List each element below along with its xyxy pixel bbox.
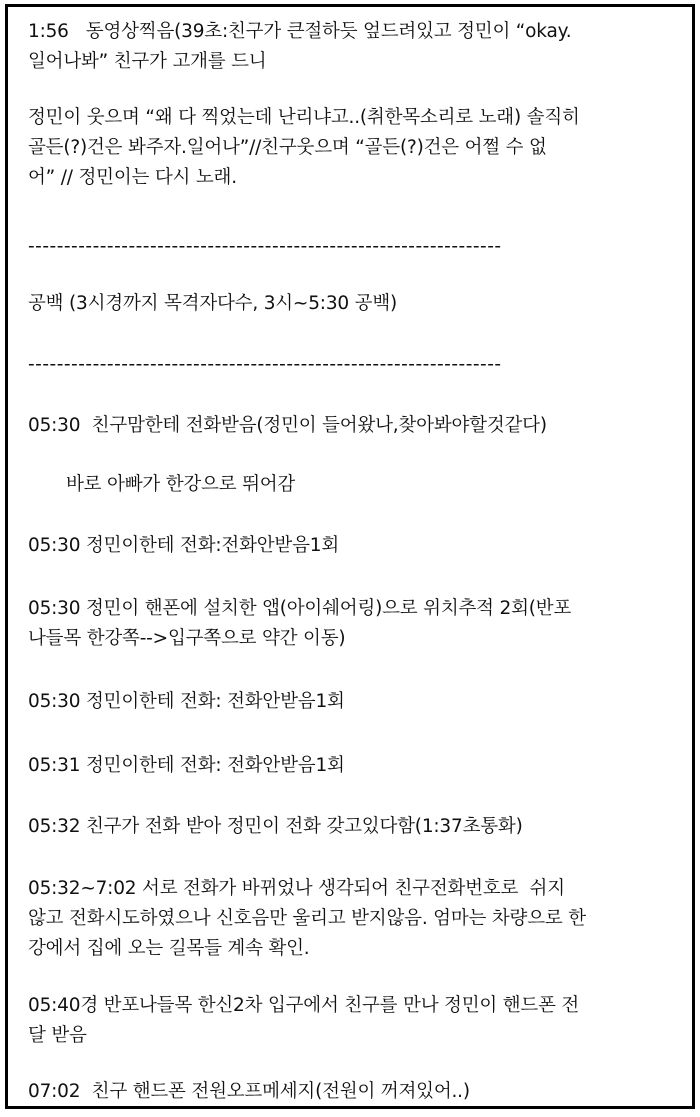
entry-0530-location: [28, 594, 571, 654]
entry-0532-friend-answers: [28, 812, 523, 842]
entry-father-runs: [66, 470, 295, 500]
entry-line: 않고 전화시도하였으나 신호음만 울리고 받지않음. 엄마는 차량으로 한: [28, 908, 586, 929]
entry-line: 05:40경 반포나들목 한신2차 입구에서 친구를 만나 정민이 핸드폰 전: [28, 995, 580, 1016]
entry-line: 골든(?)건은 봐주자.일어나”//친구웃으며 “골든(?)건은 어쩔 수 없: [28, 137, 547, 158]
entry-0540-phone-handover: [28, 991, 579, 1051]
entry-line: 05:30 정민이 핸폰에 설치한 앱(아이쉐어링)으로 위치추적 2회(반포: [28, 598, 572, 619]
entry-line: 05:32 친구가 전화 받아 정민이 전화 갖고있다함(1:37초통화): [28, 816, 523, 837]
entry-line: 정민이 웃으며 “왜 다 찍었는데 난리냐고..(취한목소리로 노래) 솔직히: [28, 107, 580, 128]
entry-blank-period: [28, 289, 397, 319]
entry-line: 달 받음: [28, 1025, 87, 1046]
entry-dialogue: [28, 103, 580, 193]
dashed-divider: ------------------------------------------------------------------: [28, 236, 502, 257]
entry-0531-call: [28, 751, 345, 781]
entry-0530-call-1: [28, 531, 339, 561]
entry-line: 05:30 정민이한테 전화: 전화안받음1회: [28, 691, 345, 712]
entry-line: 나들목 한강쪽-->입구쪽으로 약간 이동): [28, 628, 346, 649]
entry-0702-phone-off: [28, 1077, 470, 1107]
dashed-divider: ------------------------------------------------------------------: [28, 354, 502, 375]
entry-line: 05:30 정민이한테 전화:전화안받음1회: [28, 535, 340, 556]
entry-line: 05:32~7:02 서로 전화가 바뀌었나 생각되어 친구전화번호로 쉬지: [28, 878, 565, 899]
entry-line: 바로 아빠가 한강으로 뛰어감: [66, 474, 296, 495]
entry-line: 07:02 친구 핸드폰 전원오프메세지(전원이 꺼져있어..): [28, 1081, 470, 1102]
entry-video-recording: [28, 17, 571, 77]
entry-line: 어” // 정민이는 다시 노래.: [28, 167, 237, 188]
entry-0530-call-received: [28, 411, 547, 441]
entry-line: 일어나봐” 친구가 고개를 드니: [28, 51, 267, 72]
entry-line: 05:30 친구맘한테 전화받음(정민이 들어왔나,찾아봐야할것같다): [28, 415, 547, 436]
entry-line: 05:31 정민이한테 전화: 전화안받음1회: [28, 755, 345, 776]
document-frame: [5, 4, 695, 1109]
entry-0530-call-2: [28, 687, 345, 717]
entry-line: 1:56 동영상찍음(39초:친구가 큰절하듯 엎드려있고 정민이 “okay.: [28, 21, 572, 42]
entry-line: 강에서 집에 오는 길목들 계속 확인.: [28, 938, 310, 959]
entry-line: 공백 (3시경까지 목격자다수, 3시~5:30 공백): [28, 293, 398, 314]
entry-0532-0702-calls: [28, 874, 586, 964]
